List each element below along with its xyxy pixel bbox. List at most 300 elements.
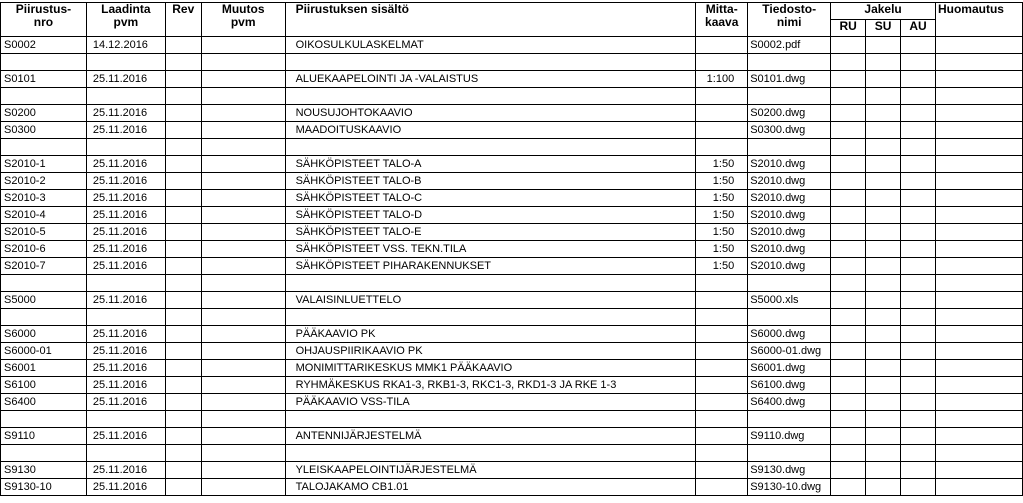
created-date-cell [86, 309, 165, 326]
change-date-cell [201, 241, 285, 258]
created-date-cell: 25.11.2016 [86, 428, 165, 445]
change-date-cell [201, 105, 285, 122]
drawing-content-cell [285, 411, 696, 428]
change-date-cell [201, 309, 285, 326]
table-row [1, 241, 1023, 258]
distribution-ru-cell [831, 173, 866, 190]
change-date-cell [201, 122, 285, 139]
change-date-cell [201, 326, 285, 343]
revision-cell [165, 37, 201, 54]
drawing-list-table [0, 2, 1023, 496]
drawing-number-cell: S2010-3 [1, 190, 87, 207]
distribution-su-cell [866, 360, 901, 377]
scale-cell [696, 377, 748, 394]
table-row [1, 479, 1023, 496]
created-date-cell [86, 139, 165, 156]
created-date-cell: 25.11.2016 [86, 207, 165, 224]
notes-cell [935, 190, 1022, 207]
distribution-ru-cell [831, 343, 866, 360]
notes-cell [935, 326, 1022, 343]
distribution-su-cell [866, 394, 901, 411]
distribution-su-cell [866, 139, 901, 156]
created-date-cell: 25.11.2016 [86, 292, 165, 309]
distribution-au-cell [901, 309, 936, 326]
file-name-cell: S0002.pdf [748, 37, 831, 54]
distribution-su-cell [866, 88, 901, 105]
distribution-ru-cell [831, 190, 866, 207]
created-date-cell: 25.11.2016 [86, 156, 165, 173]
scale-cell [696, 275, 748, 292]
distribution-su-cell [866, 479, 901, 496]
table-row [1, 309, 1023, 326]
distribution-ru-cell [831, 394, 866, 411]
table-row [1, 292, 1023, 309]
scale-cell [696, 88, 748, 105]
file-name-cell: S2010.dwg [748, 258, 831, 275]
distribution-su-cell [866, 343, 901, 360]
scale-cell [696, 445, 748, 462]
header-created-date: Laadinta pvm [86, 3, 165, 37]
drawing-content-cell: SÄHKÖPISTEET TALO-A [285, 156, 696, 173]
revision-cell [165, 411, 201, 428]
drawing-content-cell [285, 309, 696, 326]
created-date-cell [86, 411, 165, 428]
distribution-au-cell [901, 224, 936, 241]
distribution-su-cell [866, 309, 901, 326]
revision-cell [165, 479, 201, 496]
table-row [1, 258, 1023, 275]
distribution-ru-cell [831, 445, 866, 462]
drawing-number-cell: S0200 [1, 105, 87, 122]
created-date-cell: 25.11.2016 [86, 241, 165, 258]
drawing-content-cell: PÄÄKAAVIO PK [285, 326, 696, 343]
revision-cell [165, 241, 201, 258]
file-name-cell: S2010.dwg [748, 156, 831, 173]
distribution-ru-cell [831, 241, 866, 258]
notes-cell [935, 37, 1022, 54]
change-date-cell [201, 224, 285, 241]
table-row [1, 224, 1023, 241]
header-distribution-su: SU [866, 20, 901, 37]
revision-cell [165, 139, 201, 156]
drawing-content-cell: SÄHKÖPISTEET TALO-D [285, 207, 696, 224]
change-date-cell [201, 292, 285, 309]
scale-cell: 1:50 [696, 241, 748, 258]
drawing-content-cell: NOUSUJOHTOKAAVIO [285, 105, 696, 122]
scale-cell [696, 394, 748, 411]
scale-cell [696, 292, 748, 309]
notes-cell [935, 411, 1022, 428]
distribution-su-cell [866, 156, 901, 173]
file-name-cell [748, 411, 831, 428]
revision-cell [165, 428, 201, 445]
header-file-name: Tiedosto- nimi [748, 3, 831, 37]
distribution-su-cell [866, 462, 901, 479]
distribution-au-cell [901, 71, 936, 88]
scale-cell: 1:50 [696, 173, 748, 190]
distribution-au-cell [901, 190, 936, 207]
distribution-ru-cell [831, 37, 866, 54]
distribution-su-cell [866, 71, 901, 88]
notes-cell [935, 54, 1022, 71]
distribution-su-cell [866, 207, 901, 224]
distribution-au-cell [901, 105, 936, 122]
table-row [1, 275, 1023, 292]
file-name-cell: S6000.dwg [748, 326, 831, 343]
distribution-ru-cell [831, 377, 866, 394]
created-date-cell: 25.11.2016 [86, 479, 165, 496]
drawing-number-cell [1, 275, 87, 292]
created-date-cell: 25.11.2016 [86, 343, 165, 360]
created-date-cell: 25.11.2016 [86, 377, 165, 394]
table-row [1, 88, 1023, 105]
distribution-ru-cell [831, 360, 866, 377]
file-name-cell: S2010.dwg [748, 173, 831, 190]
change-date-cell [201, 88, 285, 105]
table-row [1, 207, 1023, 224]
distribution-au-cell [901, 88, 936, 105]
drawing-number-cell: S2010-1 [1, 156, 87, 173]
revision-cell [165, 156, 201, 173]
file-name-cell: S6000-01.dwg [748, 343, 831, 360]
table-row [1, 156, 1023, 173]
drawing-content-cell: RYHMÄKESKUS RKA1-3, RKB1-3, RKC1-3, RKD1-3 JA RKE 1-3 [285, 377, 696, 394]
table-row [1, 462, 1023, 479]
notes-cell [935, 88, 1022, 105]
drawing-content-cell [285, 275, 696, 292]
drawing-list-body [1, 37, 1023, 496]
created-date-cell: 25.11.2016 [86, 462, 165, 479]
file-name-cell: S6400.dwg [748, 394, 831, 411]
change-date-cell [201, 428, 285, 445]
scale-cell [696, 479, 748, 496]
change-date-cell [201, 156, 285, 173]
drawing-number-cell: S2010-2 [1, 173, 87, 190]
file-name-cell: S9110.dwg [748, 428, 831, 445]
scale-cell [696, 309, 748, 326]
distribution-su-cell [866, 292, 901, 309]
file-name-cell: S2010.dwg [748, 190, 831, 207]
file-name-cell: S0200.dwg [748, 105, 831, 122]
notes-cell [935, 241, 1022, 258]
table-row [1, 122, 1023, 139]
distribution-su-cell [866, 241, 901, 258]
drawing-content-cell [285, 445, 696, 462]
revision-cell [165, 88, 201, 105]
created-date-cell [86, 54, 165, 71]
created-date-cell: 25.11.2016 [86, 258, 165, 275]
header-distribution-au: AU [901, 20, 936, 37]
created-date-cell: 25.11.2016 [86, 360, 165, 377]
distribution-ru-cell [831, 326, 866, 343]
notes-cell [935, 462, 1022, 479]
change-date-cell [201, 190, 285, 207]
table-row [1, 326, 1023, 343]
table-row [1, 190, 1023, 207]
file-name-cell: S6100.dwg [748, 377, 831, 394]
drawing-content-cell: ALUEKAAPELOINTI JA -VALAISTUS [285, 71, 696, 88]
change-date-cell [201, 207, 285, 224]
table-row [1, 343, 1023, 360]
drawing-content-cell: PÄÄKAAVIO VSS-TILA [285, 394, 696, 411]
notes-cell [935, 258, 1022, 275]
table-row [1, 394, 1023, 411]
notes-cell [935, 479, 1022, 496]
drawing-number-cell: S6000 [1, 326, 87, 343]
distribution-ru-cell [831, 479, 866, 496]
revision-cell [165, 445, 201, 462]
header-change-date: Muutos pvm [201, 3, 285, 37]
scale-cell [696, 105, 748, 122]
distribution-au-cell [901, 139, 936, 156]
distribution-su-cell [866, 275, 901, 292]
drawing-number-cell [1, 309, 87, 326]
scale-cell: 1:50 [696, 190, 748, 207]
notes-cell [935, 445, 1022, 462]
change-date-cell [201, 479, 285, 496]
change-date-cell [201, 411, 285, 428]
distribution-su-cell [866, 54, 901, 71]
notes-cell [935, 360, 1022, 377]
distribution-au-cell [901, 326, 936, 343]
revision-cell [165, 224, 201, 241]
drawing-number-cell [1, 139, 87, 156]
notes-cell [935, 105, 1022, 122]
drawing-number-cell [1, 88, 87, 105]
change-date-cell [201, 377, 285, 394]
revision-cell [165, 207, 201, 224]
scale-cell [696, 54, 748, 71]
drawing-number-cell: S0300 [1, 122, 87, 139]
scale-cell [696, 37, 748, 54]
file-name-cell [748, 139, 831, 156]
file-name-cell: S2010.dwg [748, 224, 831, 241]
distribution-su-cell [866, 190, 901, 207]
change-date-cell [201, 71, 285, 88]
revision-cell [165, 292, 201, 309]
drawing-content-cell: OIKOSULKULASKELMAT [285, 37, 696, 54]
file-name-cell [748, 309, 831, 326]
revision-cell [165, 360, 201, 377]
file-name-cell: S9130.dwg [748, 462, 831, 479]
scale-cell [696, 428, 748, 445]
notes-cell [935, 275, 1022, 292]
header-distribution: Jakelu [831, 3, 936, 20]
drawing-number-cell: S9110 [1, 428, 87, 445]
change-date-cell [201, 139, 285, 156]
distribution-ru-cell [831, 411, 866, 428]
notes-cell [935, 292, 1022, 309]
distribution-au-cell [901, 207, 936, 224]
table-row [1, 173, 1023, 190]
drawing-content-cell: SÄHKÖPISTEET VSS. TEKN.TILA [285, 241, 696, 258]
created-date-cell: 25.11.2016 [86, 173, 165, 190]
drawing-content-cell: ANTENNIJÄRJESTELMÄ [285, 428, 696, 445]
notes-cell [935, 224, 1022, 241]
distribution-ru-cell [831, 258, 866, 275]
created-date-cell: 25.11.2016 [86, 71, 165, 88]
created-date-cell: 25.11.2016 [86, 122, 165, 139]
notes-cell [935, 309, 1022, 326]
distribution-au-cell [901, 292, 936, 309]
drawing-content-cell: SÄHKÖPISTEET TALO-C [285, 190, 696, 207]
scale-cell: 1:50 [696, 207, 748, 224]
distribution-au-cell [901, 411, 936, 428]
created-date-cell [86, 275, 165, 292]
header-drawing-content: Piirustuksen sisältö [285, 3, 696, 37]
distribution-au-cell [901, 360, 936, 377]
revision-cell [165, 173, 201, 190]
scale-cell [696, 326, 748, 343]
drawing-number-cell: S0101 [1, 71, 87, 88]
revision-cell [165, 326, 201, 343]
table-row [1, 105, 1023, 122]
change-date-cell [201, 462, 285, 479]
drawing-content-cell [285, 139, 696, 156]
drawing-content-cell: SÄHKÖPISTEET PIHARAKENNUKSET [285, 258, 696, 275]
distribution-au-cell [901, 275, 936, 292]
revision-cell [165, 54, 201, 71]
file-name-cell: S2010.dwg [748, 207, 831, 224]
file-name-cell: S2010.dwg [748, 241, 831, 258]
drawing-number-cell: S2010-6 [1, 241, 87, 258]
distribution-au-cell [901, 156, 936, 173]
distribution-au-cell [901, 258, 936, 275]
notes-cell [935, 394, 1022, 411]
header-scale: Mitta- kaava [696, 3, 748, 37]
drawing-content-cell: MONIMITTARIKESKUS MMK1 PÄÄKAAVIO [285, 360, 696, 377]
distribution-ru-cell [831, 309, 866, 326]
distribution-au-cell [901, 343, 936, 360]
file-name-cell: S0300.dwg [748, 122, 831, 139]
revision-cell [165, 462, 201, 479]
table-row [1, 71, 1023, 88]
change-date-cell [201, 343, 285, 360]
table-row [1, 360, 1023, 377]
table-row [1, 37, 1023, 54]
revision-cell [165, 309, 201, 326]
distribution-ru-cell [831, 54, 866, 71]
drawing-content-cell: OHJAUSPIIRIKAAVIO PK [285, 343, 696, 360]
distribution-ru-cell [831, 428, 866, 445]
revision-cell [165, 343, 201, 360]
drawing-content-cell: SÄHKÖPISTEET TALO-B [285, 173, 696, 190]
distribution-su-cell [866, 377, 901, 394]
distribution-ru-cell [831, 275, 866, 292]
distribution-su-cell [866, 173, 901, 190]
revision-cell [165, 105, 201, 122]
distribution-su-cell [866, 411, 901, 428]
file-name-cell [748, 445, 831, 462]
distribution-au-cell [901, 241, 936, 258]
revision-cell [165, 275, 201, 292]
scale-cell: 1:50 [696, 224, 748, 241]
distribution-au-cell [901, 394, 936, 411]
header-revision: Rev [165, 3, 201, 37]
distribution-ru-cell [831, 224, 866, 241]
distribution-ru-cell [831, 71, 866, 88]
notes-cell [935, 207, 1022, 224]
drawing-number-cell [1, 411, 87, 428]
distribution-ru-cell [831, 105, 866, 122]
notes-cell [935, 173, 1022, 190]
table-row [1, 54, 1023, 71]
file-name-cell [748, 54, 831, 71]
distribution-ru-cell [831, 88, 866, 105]
drawing-number-cell: S9130-10 [1, 479, 87, 496]
change-date-cell [201, 173, 285, 190]
drawing-number-cell: S6100 [1, 377, 87, 394]
drawing-content-cell: YLEISKAAPELOINTIJÄRJESTELMÄ [285, 462, 696, 479]
table-row [1, 411, 1023, 428]
drawing-number-cell: S0002 [1, 37, 87, 54]
file-name-cell: S5000.xls [748, 292, 831, 309]
distribution-ru-cell [831, 207, 866, 224]
change-date-cell [201, 394, 285, 411]
drawing-content-cell [285, 54, 696, 71]
drawing-content-cell: TALOJAKAMO CB1.01 [285, 479, 696, 496]
distribution-au-cell [901, 54, 936, 71]
drawing-number-cell: S2010-4 [1, 207, 87, 224]
table-row [1, 139, 1023, 156]
notes-cell [935, 122, 1022, 139]
distribution-su-cell [866, 105, 901, 122]
table-row [1, 377, 1023, 394]
file-name-cell: S0101.dwg [748, 71, 831, 88]
distribution-ru-cell [831, 156, 866, 173]
drawing-number-cell [1, 445, 87, 462]
scale-cell [696, 139, 748, 156]
change-date-cell [201, 37, 285, 54]
revision-cell [165, 71, 201, 88]
notes-cell [935, 343, 1022, 360]
scale-cell [696, 360, 748, 377]
drawing-number-cell: S6001 [1, 360, 87, 377]
header-drawing-number: Piirustus- nro [1, 3, 87, 37]
distribution-su-cell [866, 326, 901, 343]
file-name-cell: S9130-10.dwg [748, 479, 831, 496]
scale-cell [696, 411, 748, 428]
drawing-number-cell: S9130 [1, 462, 87, 479]
change-date-cell [201, 275, 285, 292]
revision-cell [165, 377, 201, 394]
created-date-cell: 14.12.2016 [86, 37, 165, 54]
drawing-number-cell: S5000 [1, 292, 87, 309]
change-date-cell [201, 258, 285, 275]
drawing-number-cell: S2010-7 [1, 258, 87, 275]
distribution-au-cell [901, 173, 936, 190]
scale-cell [696, 462, 748, 479]
distribution-au-cell [901, 479, 936, 496]
drawing-content-cell: SÄHKÖPISTEET TALO-E [285, 224, 696, 241]
file-name-cell [748, 275, 831, 292]
notes-cell [935, 139, 1022, 156]
scale-cell: 1:50 [696, 258, 748, 275]
distribution-su-cell [866, 428, 901, 445]
file-name-cell [748, 88, 831, 105]
distribution-su-cell [866, 258, 901, 275]
distribution-ru-cell [831, 122, 866, 139]
revision-cell [165, 122, 201, 139]
revision-cell [165, 190, 201, 207]
created-date-cell: 25.11.2016 [86, 190, 165, 207]
drawing-number-cell: S6400 [1, 394, 87, 411]
distribution-su-cell [866, 122, 901, 139]
change-date-cell [201, 360, 285, 377]
distribution-au-cell [901, 462, 936, 479]
distribution-ru-cell [831, 292, 866, 309]
created-date-cell: 25.11.2016 [86, 394, 165, 411]
